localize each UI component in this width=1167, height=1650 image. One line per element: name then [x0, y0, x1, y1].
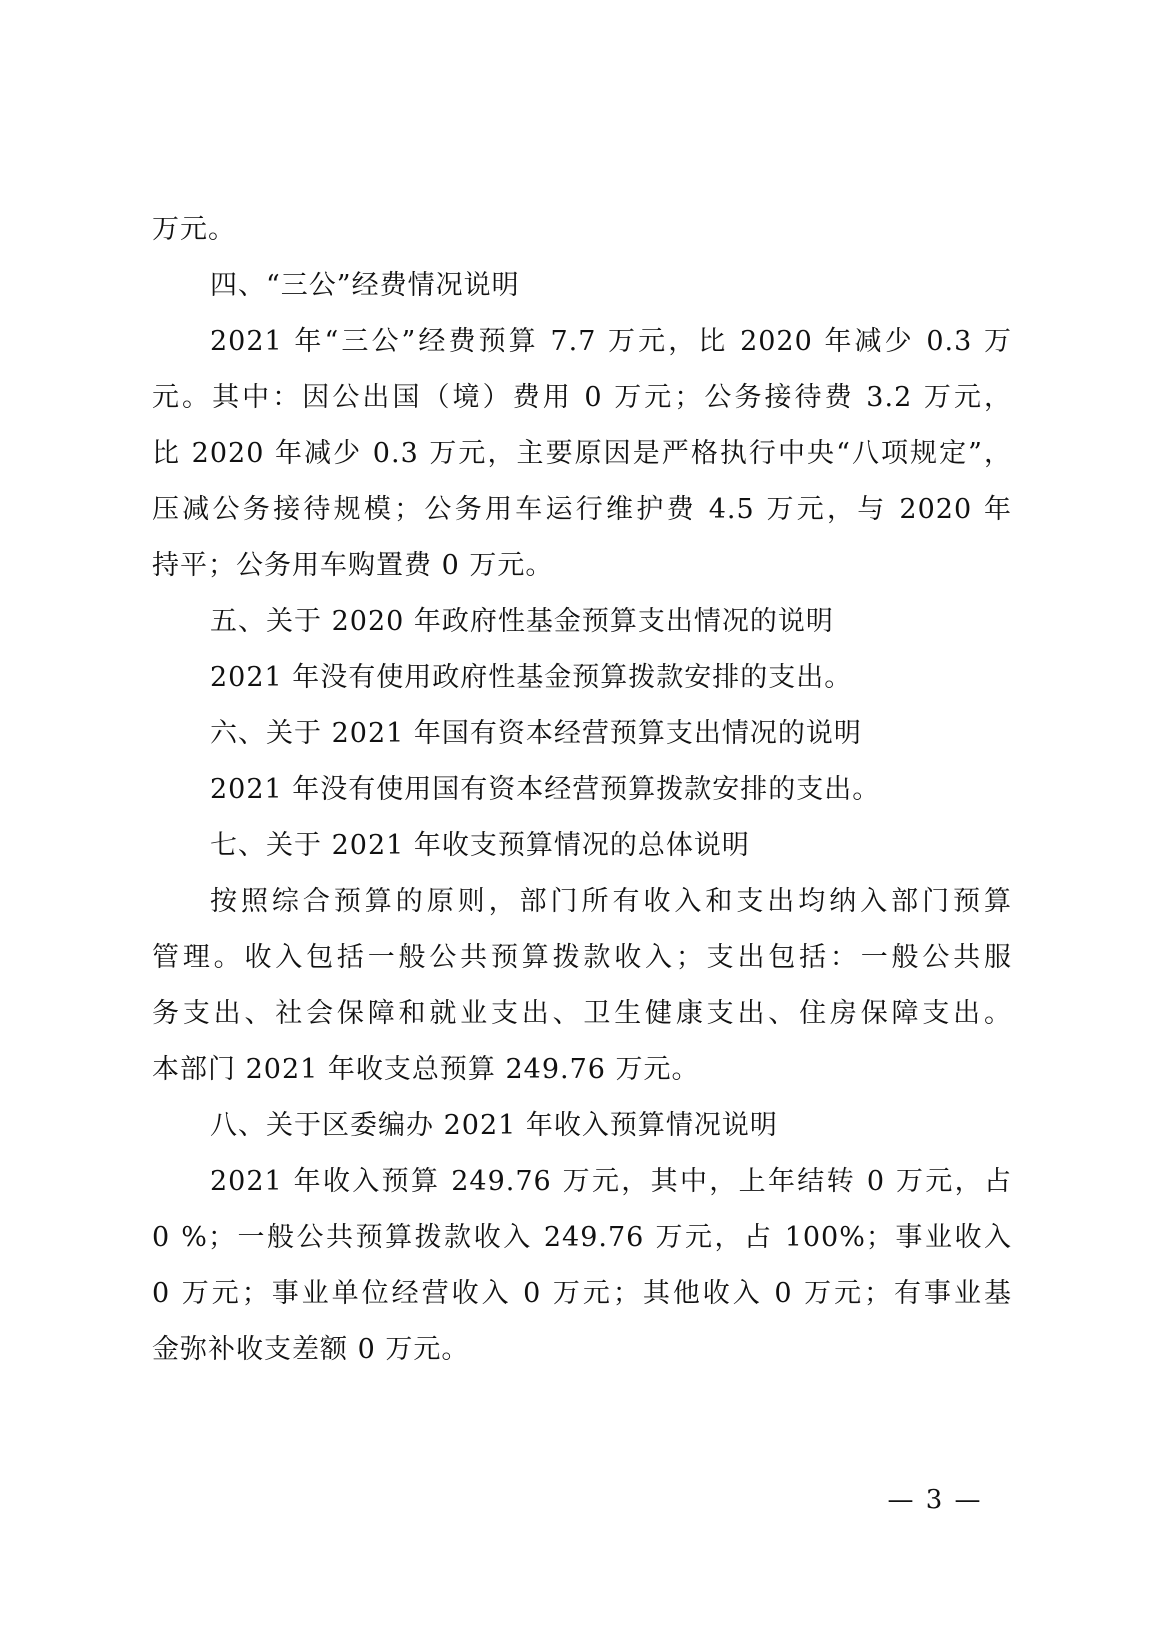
section-heading-8: 八、关于区委编办 2021 年收入预算情况说明 — [210, 1110, 778, 1141]
paragraph-line: 本部门 2021 年收支总预算 249.76 万元。 — [152, 1054, 700, 1085]
section-heading-4: 四、“三公”经费情况说明 — [210, 270, 520, 301]
page-number: — 3 — — [887, 1485, 983, 1515]
paragraph-line: 比 2020 年减少 0.3 万元，主要原因是严格执行中央“八项规定”， — [152, 438, 1012, 469]
paragraph-line: 2021 年“三公”经费预算 7.7 万元，比 2020 年减少 0.3 万 — [210, 326, 1012, 357]
text-line: 万元。 — [152, 214, 236, 245]
paragraph-line: 0 万元；事业单位经营收入 0 万元；其他收入 0 万元；有事业基 — [152, 1278, 1012, 1309]
paragraph-line: 压减公务接待规模；公务用车运行维护费 4.5 万元，与 2020 年 — [152, 494, 1012, 525]
paragraph-line: 2021 年收入预算 249.76 万元，其中，上年结转 0 万元，占 — [210, 1166, 1012, 1197]
paragraph-line: 持平；公务用车购置费 0 万元。 — [152, 550, 554, 581]
paragraph-line: 金弥补收支差额 0 万元。 — [152, 1334, 470, 1365]
paragraph-line: 务支出、社会保障和就业支出、卫生健康支出、住房保障支出。 — [152, 998, 1012, 1029]
paragraph-line: 元。其中：因公出国（境）费用 0 万元；公务接待费 3.2 万元， — [152, 382, 1012, 413]
paragraph-line: 2021 年没有使用国有资本经营预算拨款安排的支出。 — [210, 774, 881, 805]
section-heading-5: 五、关于 2020 年政府性基金预算支出情况的说明 — [210, 606, 834, 637]
paragraph-line: 管理。收入包括一般公共预算拨款收入；支出包括：一般公共服 — [152, 942, 1012, 973]
section-heading-7: 七、关于 2021 年收支预算情况的总体说明 — [210, 830, 750, 861]
paragraph-line: 2021 年没有使用政府性基金预算拨款安排的支出。 — [210, 662, 853, 693]
paragraph-line: 按照综合预算的原则，部门所有收入和支出均纳入部门预算 — [210, 886, 1012, 917]
section-heading-6: 六、关于 2021 年国有资本经营预算支出情况的说明 — [210, 718, 862, 749]
paragraph-line: 0 %；一般公共预算拨款收入 249.76 万元，占 100%；事业收入 — [152, 1222, 1012, 1253]
